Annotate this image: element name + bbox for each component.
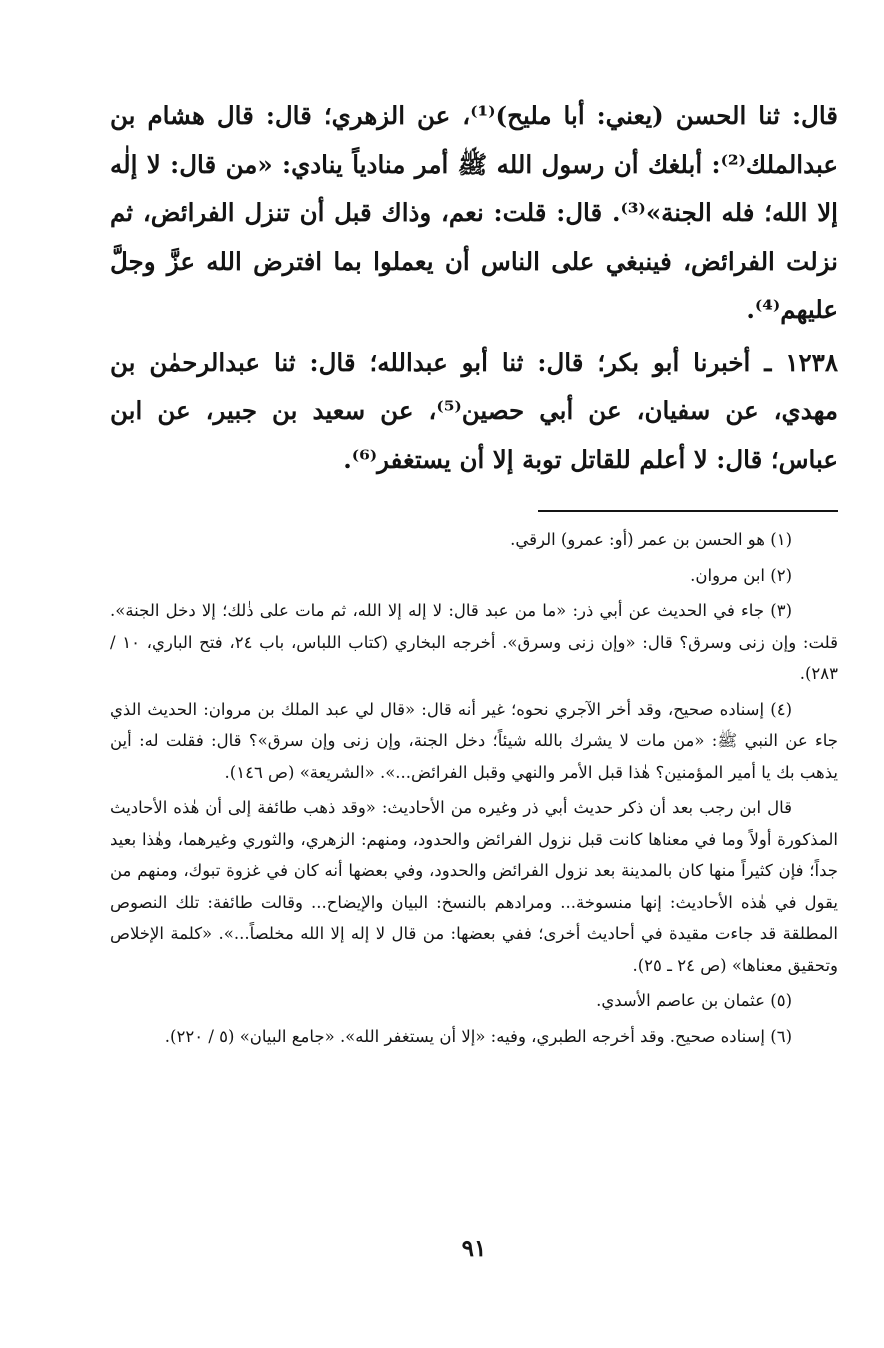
footnote-6: (٦) إسناده صحيح. وقد أخرجه الطبري، وفيه: «إلا أن يستغفر الله». «جامع البيان» (٥ / ٢٢٠). [164, 1026, 792, 1046]
page-number: ٩١ [461, 1235, 487, 1262]
main-text [110, 92, 838, 484]
book-page [110, 92, 838, 1292]
main-paragraph-1: قال: ثنا الحسن (يعني: أبا مليح)⁽¹⁾، عن الزهري؛ قال: قال هشام بن عبدالملك⁽²⁾: أبلغك أن رسول الله ﷺ أمر منادياً ينادي: «من قال: لا إلٰه إلا الله؛ فله الجنة»⁽³⁾. قال: قلت: نعم، وذاك قبل أن تنزل الفرائض، ثم نزلت الفرائض، فينبغي على الناس أن يعملوا بما افترض الله عزَّ وجلَّ عليهم⁽⁴⁾. [110, 101, 838, 324]
footnote-4: (٤) إسناده صحيح، وقد أخر الآجري نحوه؛ غير أنه قال: «قال لي عبد الملك بن مروان: الحديث الذي جاء عن النبي ﷺ: «من مات لا يشرك بالله شيئاً؛ دخل الجنة، وإن زنى وإن سرق»؟ قال: فقلت له: أين يذهب بك يا أمير المؤمنين؟ هٰذا قبل الأمر والنهي وقبل الفرائض...». «الشريعة» (ص ١٤٦). [110, 699, 838, 782]
main-paragraph-1238: ١٢٣٨ ـ أخبرنا أبو بكر؛ قال: ثنا أبو عبدالله؛ قال: ثنا عبدالرحمٰن بن مهدي، عن سفيان، عن أبي حصين⁽⁵⁾، عن سعيد بن جبير، عن ابن عباس؛ قال: لا أعلم للقاتل توبة إلا أن يستغفر⁽⁶⁾. [110, 347, 838, 474]
footnotes [110, 524, 838, 1052]
footnote-1: (١) هو الحسن بن عمر (أو: عمرو) الرقي. [510, 530, 792, 549]
footnote-separator [538, 510, 838, 512]
footnote-3: (٣) جاء في الحديث عن أبي ذر: «ما من عبد قال: لا إله إلا الله، ثم مات على ذٰلك؛ إلا دخل الجنة». قلت: وإن زنى وسرق؟ قال: «وإن زنى وسرق». أخرجه البخاري (كتاب اللباس، باب ٢٤، فتح الباري، ١٠ / ٢٨٣). [110, 601, 839, 683]
footnote-2: (٢) ابن مروان. [690, 565, 792, 585]
footnote-4-continuation: قال ابن رجب بعد أن ذكر حديث أبي ذر وغيره من الأحاديث: «وقد ذهب طائفة إلى أن هٰذه الأحاديث المذكورة أولاً وما في معناها كانت قبل نزول الفرائض والحدود، ومنهم: الزهري، والثوري وغيرهما، وهٰذا بعيد جداً؛ فإن كثيراً منها كان بالمدينة بعد نزول الفرائض والحدود، وفي بعضها أنه كان في غزوة تبوك، ومنهم من يقول في هٰذه الأحاديث: إنها منسوخة... ومرادهم بالنسخ: البيان والإيضاح... وقالت طائفة: تلك النصوص المطلقة قد جاءت مقيدة في أحاديث أخرى؛ ففي بعضها: من قال لا إله إلا الله مخلصاً...». «كلمة الإخلاص وتحقيق معناها» (ص ٢٤ ـ ٢٥). [110, 798, 838, 975]
footnote-5: (٥) عثمان بن عاصم الأسدي. [596, 991, 792, 1010]
